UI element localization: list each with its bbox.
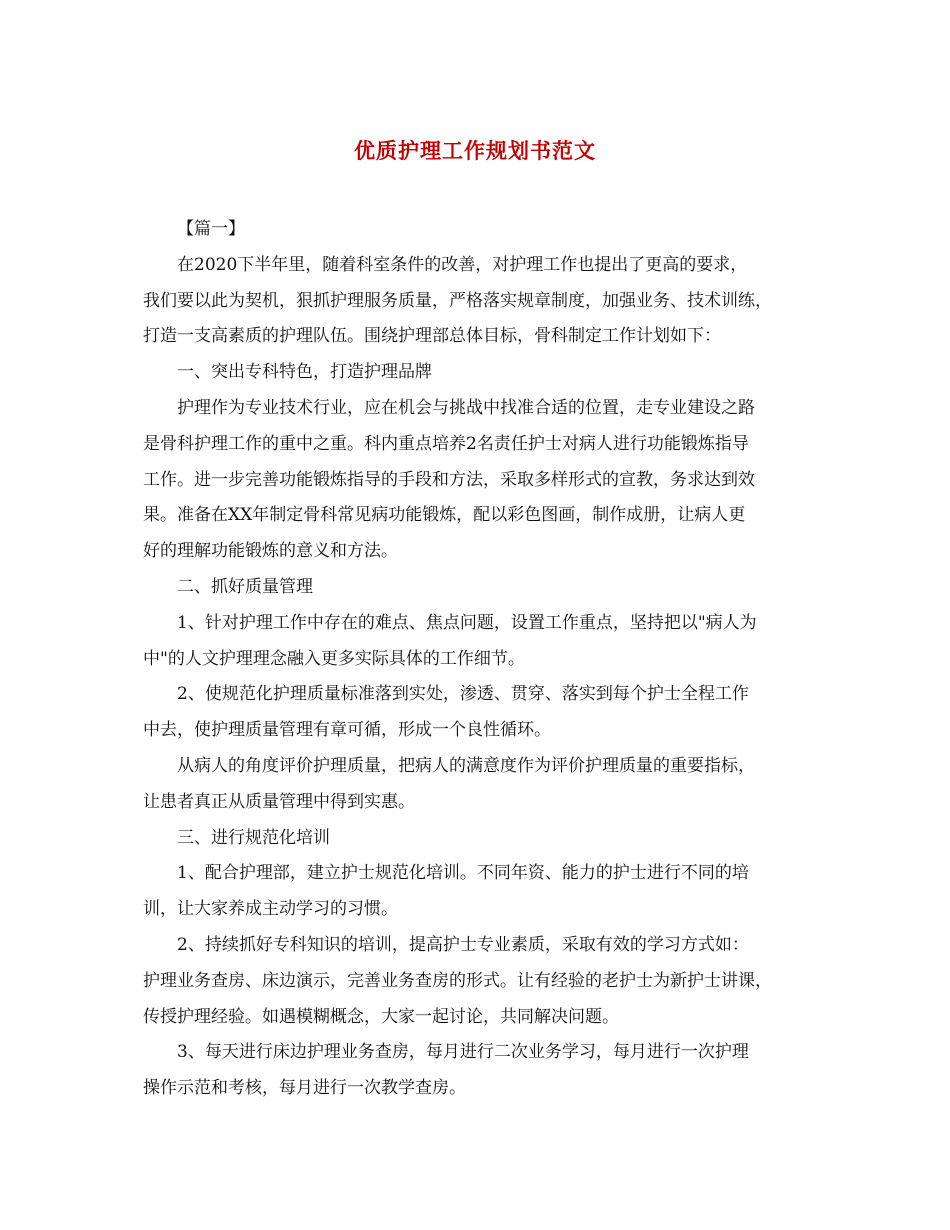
text-line: 1、针对护理工作中存在的难点、焦点问题，设置工作重点，坚持把以"病人为 [177, 612, 757, 633]
document-title: 优质护理工作规划书范文 [354, 138, 596, 163]
text-line: 中"的人文护理理念融入更多实际具体的工作细节。 [143, 648, 525, 669]
text-line: 果。准备在XX年制定骨科常见病功能锻炼，配以彩色图画，制作成册，让病人更 [143, 505, 746, 526]
text-line: 传授护理经验。如遇模糊概念，大家一起讨论，共同解决问题。 [143, 1006, 619, 1027]
text-line: 护理作为专业技术行业，应在机会与挑战中找准合适的位置，走专业建设之路 [177, 397, 755, 418]
text-line: 护理业务查房、床边演示，完善业务查房的形式。让有经验的老护士为新护士讲课， [143, 970, 772, 991]
text-line: 2、使规范化护理质量标准落到实处，渗透、贯穿、落实到每个护士全程工作 [177, 684, 749, 705]
text-line: 操作示范和考核，每月进行一次教学查房。 [143, 1078, 466, 1099]
text-line: 打造一支高素质的护理队伍。围绕护理部总体目标，骨科制定工作计划如下： [143, 326, 721, 347]
text-line: 工作。进一步完善功能锻炼指导的手段和方法，采取多样形式的宣教，务求达到效 [143, 469, 755, 490]
text-line: 中去，使护理质量管理有章可循，形成一个良性循环。 [143, 720, 551, 741]
text-line: 一、突出专科特色，打造护理品牌 [177, 362, 432, 383]
text-line: 1、配合护理部，建立护士规范化培训。不同年资、能力的护士进行不同的培 [177, 863, 749, 884]
text-line: 3、每天进行床边护理业务查房，每月进行二次业务学习，每月进行一次护理 [177, 1042, 749, 1063]
text-line: 让患者真正从质量管理中得到实惠。 [143, 791, 415, 812]
document-body [143, 212, 843, 1107]
text-line: 我们要以此为契机，狠抓护理服务质量，严格落实规章制度，加强业务、技术训练， [143, 290, 772, 311]
text-line: 训，让大家养成主动学习的习惯。 [143, 899, 398, 920]
text-line: 好的理解功能锻炼的意义和方法。 [143, 541, 398, 562]
text-line: 在2020下半年里，随着科室条件的改善，对护理工作也提出了更高的要求， [177, 254, 748, 275]
text-line: 【篇一】 [177, 219, 245, 239]
text-line: 三、进行规范化培训 [177, 827, 330, 848]
text-line: 从病人的角度评价护理质量，把病人的满意度作为评价护理质量的重要指标， [177, 755, 755, 776]
text-line: 是骨科护理工作的重中之重。科内重点培养2名责任护士对病人进行功能锻炼指导 [143, 433, 749, 454]
text-line: 2、持续抓好专科知识的培训，提高护士专业素质，采取有效的学习方式如： [177, 934, 749, 955]
text-line: 二、抓好质量管理 [177, 576, 313, 597]
